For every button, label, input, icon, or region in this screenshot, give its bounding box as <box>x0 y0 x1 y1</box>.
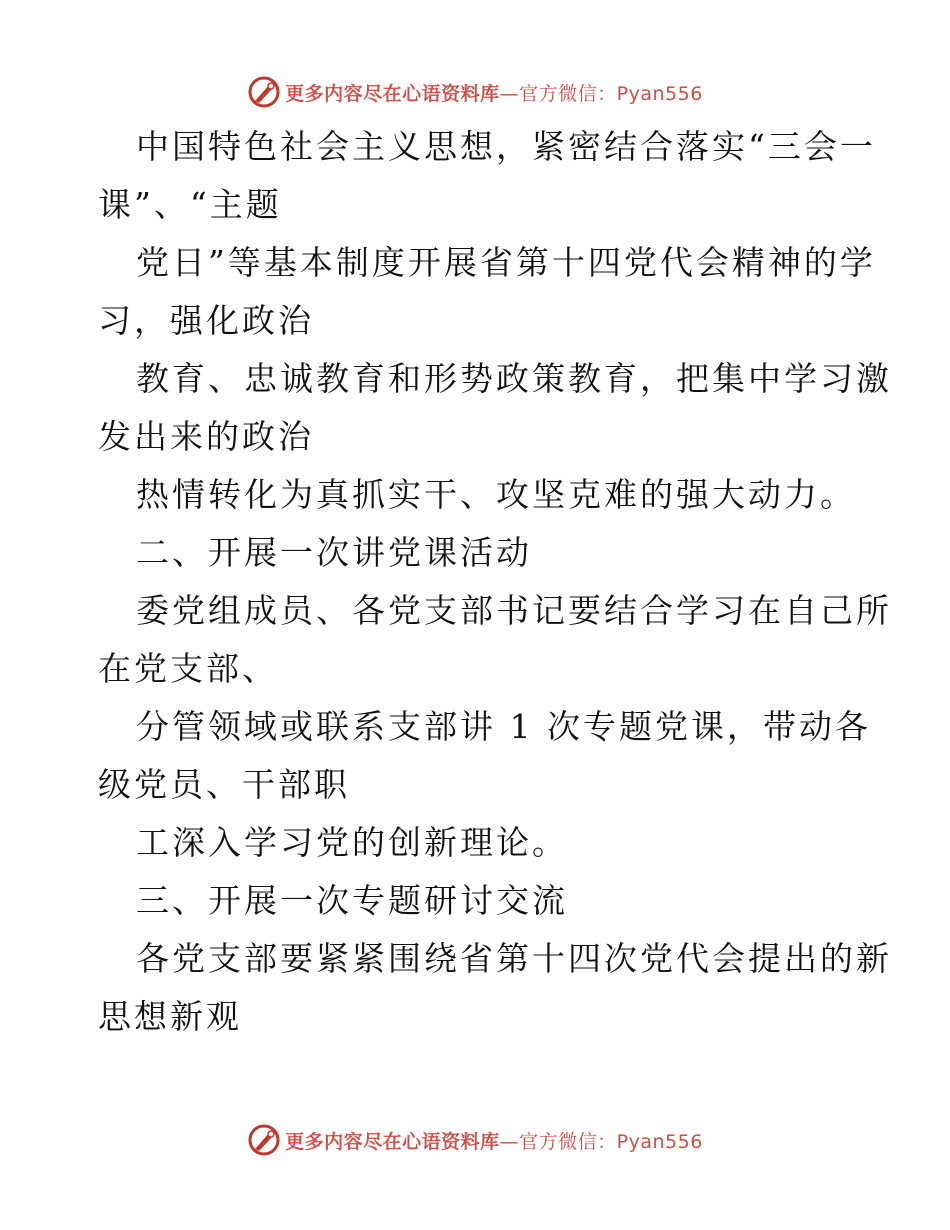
footer-site-text: 更多内容尽在心语资料库 <box>285 1130 500 1153</box>
body-line: 在党支部、 <box>98 649 278 688</box>
header-site-text: 更多内容尽在心语资料库 <box>285 82 500 105</box>
header-banner <box>0 72 950 112</box>
header-wechat-text: 官方微信：Pyan556 <box>519 82 703 105</box>
body-line: 委党组成员、各党支部书记要结合学习在自己所 <box>136 591 892 630</box>
body-line: 思想新观 <box>98 997 242 1036</box>
body-line: 发出来的政治 <box>98 417 314 456</box>
body-line: 党日”等基本制度开展省第十四党代会精神的学 <box>136 243 876 282</box>
pen-seal-icon <box>247 75 281 109</box>
body-line: 工深入学习党的创新理论。 <box>136 823 568 862</box>
footer-separator: — <box>499 1130 520 1153</box>
body-line: 课”、“主题 <box>98 185 282 224</box>
document-body <box>98 118 892 1046</box>
footer-banner <box>0 1120 950 1160</box>
footer-wechat-text: 官方微信：Pyan556 <box>519 1130 703 1153</box>
pen-seal-icon <box>247 1123 281 1157</box>
section-heading: 三、开展一次专题研讨交流 <box>136 881 568 920</box>
header-text <box>285 79 703 106</box>
body-line: 习，强化政治 <box>98 301 314 340</box>
body-line: 教育、忠诚教育和形势政策教育，把集中学习激 <box>136 359 892 398</box>
body-line: 分管领域或联系支部讲 1 次专题党课，带动各 <box>136 707 871 746</box>
body-line: 热情转化为真抓实干、攻坚克难的强大动力。 <box>136 475 856 514</box>
header-separator: — <box>499 82 520 105</box>
body-line: 级党员、干部职 <box>98 765 350 804</box>
body-line: 中国特色社会主义思想，紧密结合落实“三会一 <box>136 127 876 166</box>
body-line: 各党支部要紧紧围绕省第十四次党代会提出的新 <box>136 939 892 978</box>
section-heading: 二、开展一次讲党课活动 <box>136 533 532 572</box>
footer-text <box>285 1127 703 1154</box>
